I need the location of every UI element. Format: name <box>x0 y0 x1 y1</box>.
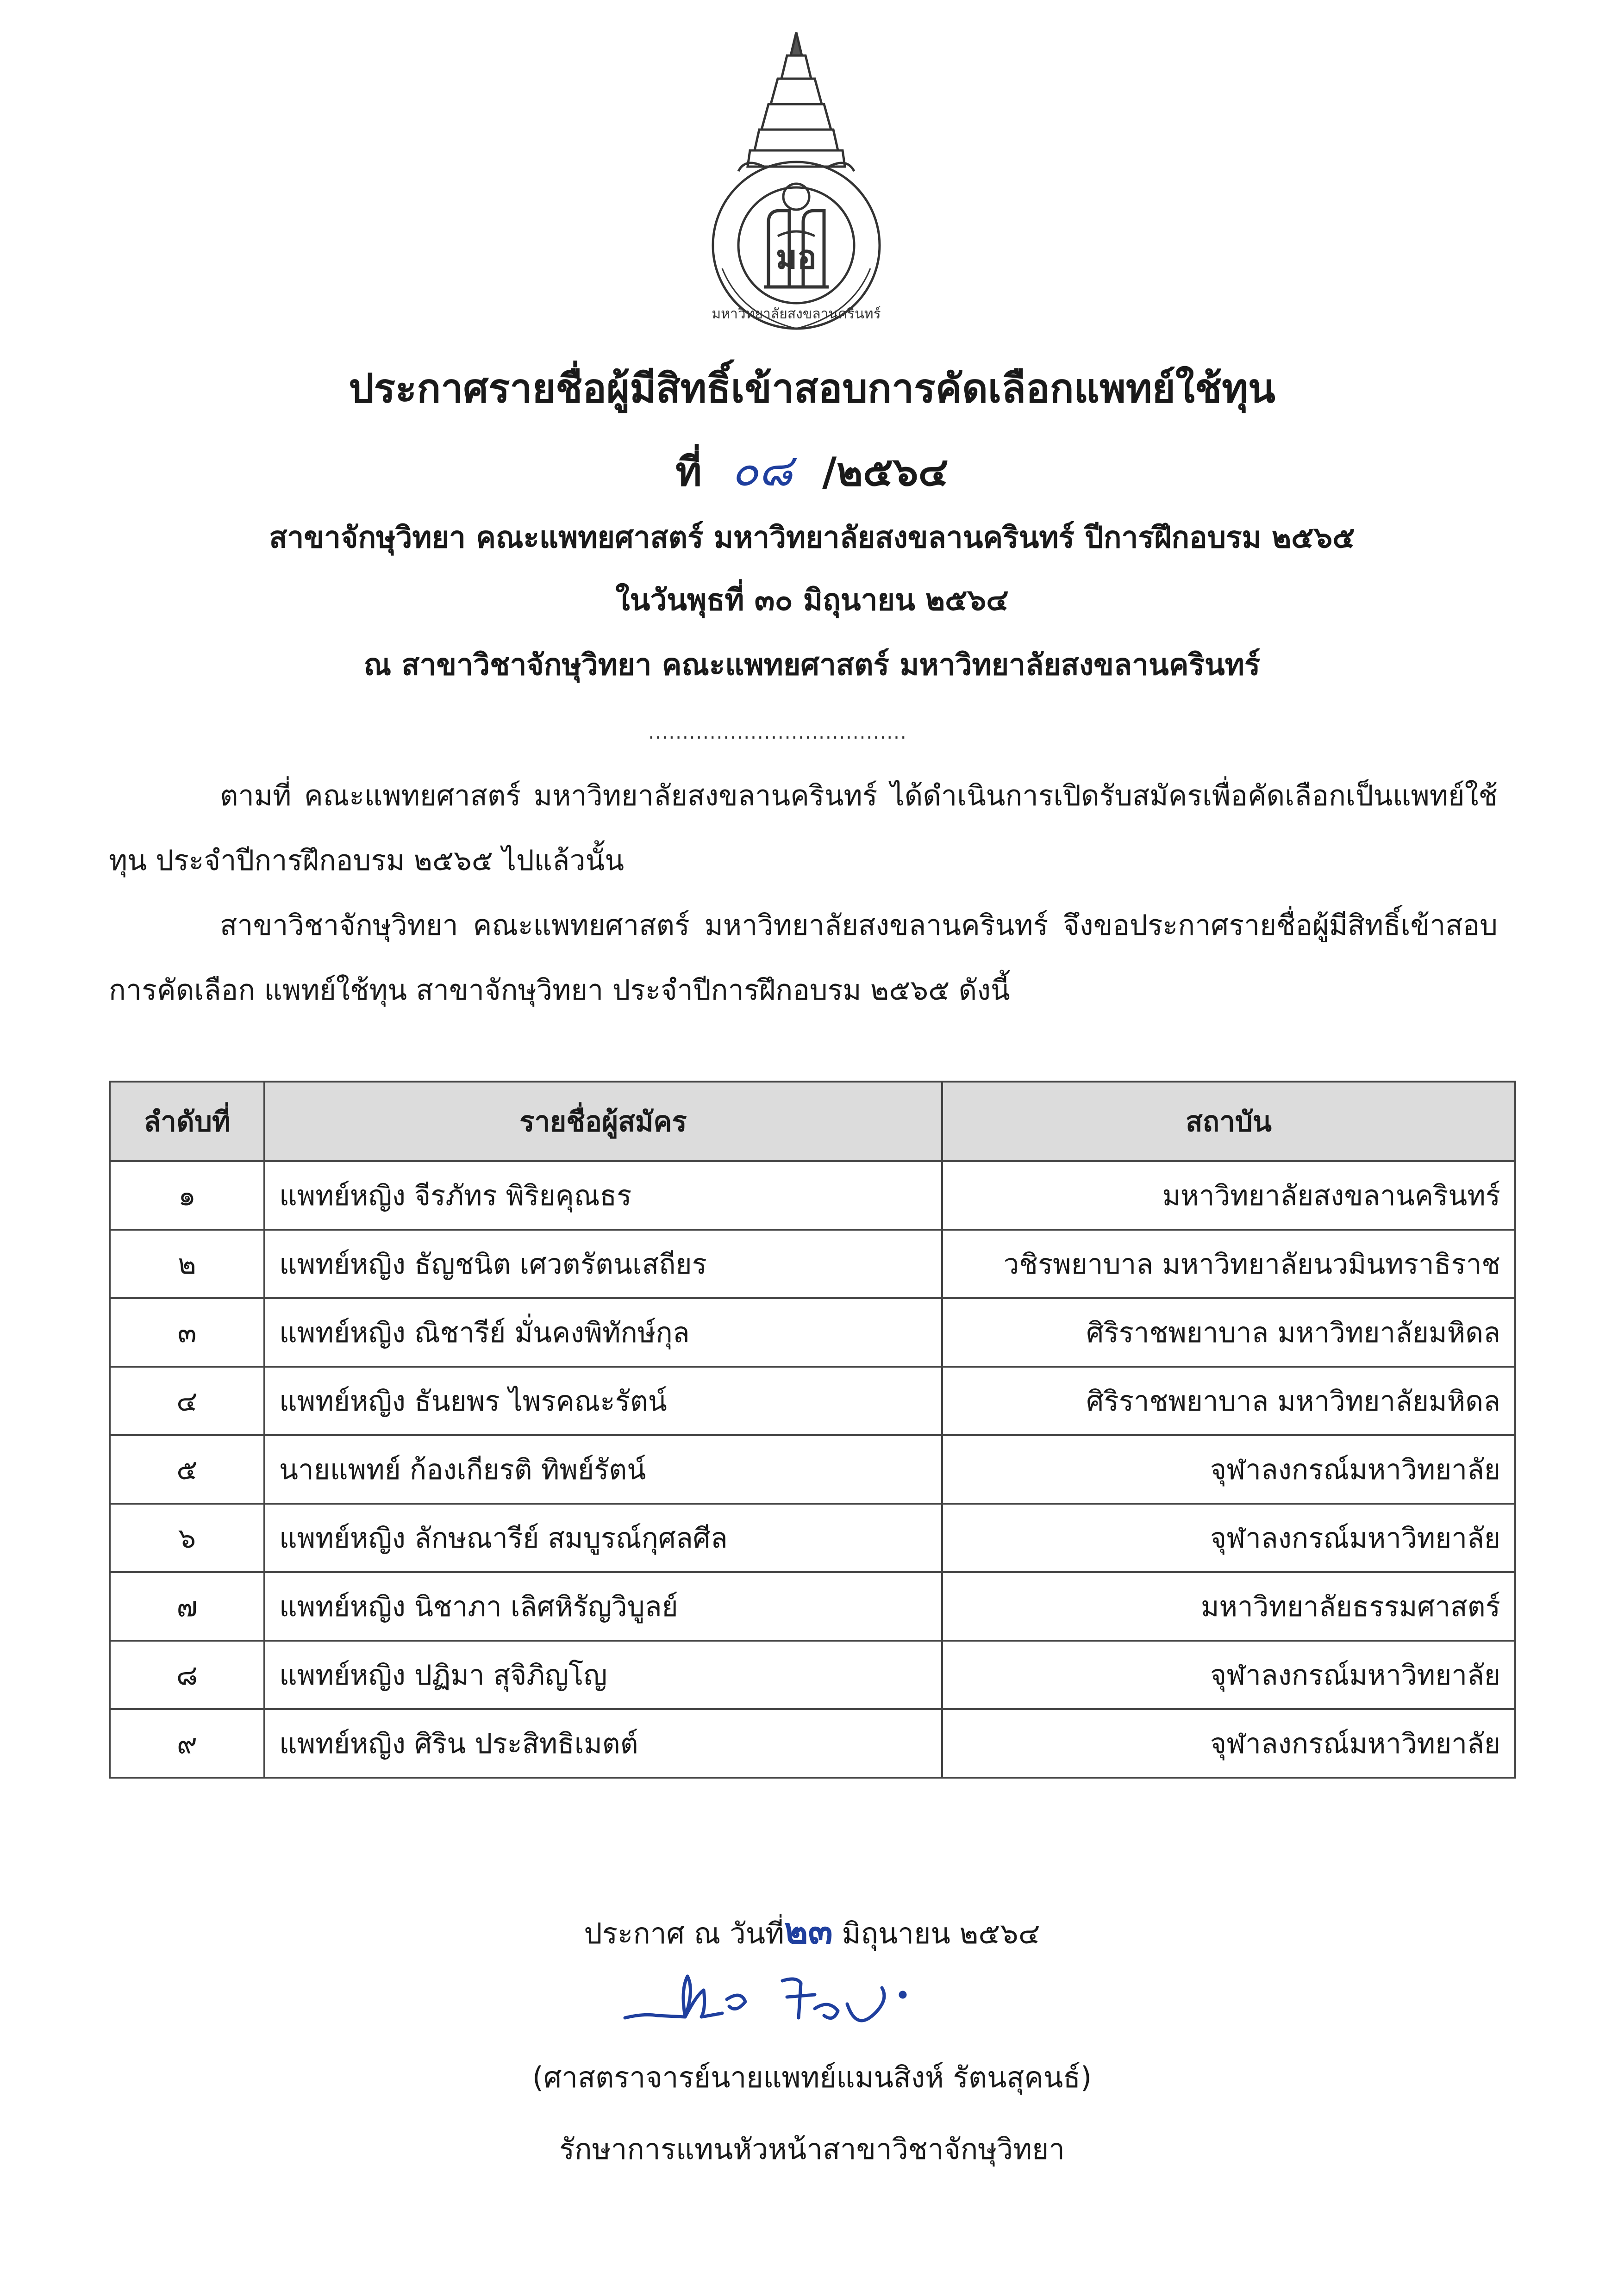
row-number: ๓ <box>110 1298 264 1367</box>
table-row <box>110 1641 1515 1709</box>
candidate-institution: จุฬาลงกรณ์มหาวิทยาลัย <box>942 1504 1515 1572</box>
subtitle-department: สาขาจักษุวิทยา คณะแพทยศาสตร์ มหาวิทยาลัยสงขลานครินทร์ ปีการฝึกอบรม ๒๕๖๕ <box>269 521 1355 555</box>
signer-name: (ศาสตราจารย์นายแพทย์แมนสิงห์ รัตนสุคนธ์) <box>532 2060 1092 2094</box>
subtitle-location: ณ สาขาวิชาจักษุวิทยา คณะแพทยศาสตร์ มหาวิทยาลัยสงขลานครินทร์ <box>363 648 1261 682</box>
header-institution: สถาบัน <box>942 1082 1515 1161</box>
number-prefix: ที่ <box>675 449 702 495</box>
candidate-institution: มหาวิทยาลัยสงขลานครินทร์ <box>942 1161 1515 1230</box>
announce-suffix: มิถุนายน ๒๕๖๔ <box>842 1916 1040 1950</box>
table-row <box>110 1435 1515 1504</box>
table-row <box>110 1367 1515 1435</box>
candidate-name: แพทย์หญิง ธันยพร ไพรคณะรัตน์ <box>264 1367 942 1435</box>
candidate-institution: จุฬาลงกรณ์มหาวิทยาลัย <box>942 1709 1515 1778</box>
announcement-date <box>0 1902 1624 1960</box>
document-number <box>0 435 1624 505</box>
candidate-name: แพทย์หญิง ณิชารีย์ มั่นคงพิทักษ์กุล <box>264 1298 942 1367</box>
body-paragraph-1 <box>109 764 1498 893</box>
paragraph-2-text: สาขาวิชาจักษุวิทยา คณะแพทยศาสตร์ มหาวิทยาลัยสงขลานครินทร์ จึงขอประกาศรายชื่อผู้มีสิทธิ์เข้าสอบการคัดเลือก แพทย์ใช้ทุน สาขาจักษุวิทยา ประจำปีการฝึกอบรม ๒๕๖๕ ดังนี้ <box>109 909 1498 1007</box>
candidate-institution: จุฬาลงกรณ์มหาวิทยาลัย <box>942 1435 1515 1504</box>
candidate-name: แพทย์หญิง ลักษณารีย์ สมบูรณ์กุศลศีล <box>264 1504 942 1572</box>
candidate-name: แพทย์หญิง นิชาภา เลิศหิรัญวิบูลย์ <box>264 1572 942 1641</box>
divider: ...................................... <box>648 722 907 743</box>
row-number: ๔ <box>110 1367 264 1435</box>
body-paragraph-2 <box>109 893 1498 1023</box>
document-title: ประกาศรายชื่อผู้มีสิทธิ์เข้าสอบการคัดเลือกแพทย์ใช้ทุน <box>349 366 1275 412</box>
table-header-row <box>110 1082 1515 1161</box>
svg-text:มหาวิทยาลัยสงขลานครินทร์: มหาวิทยาลัยสงขลานครินทร์ <box>712 306 881 322</box>
svg-text:มอ: มอ <box>775 238 817 276</box>
candidate-name: แพทย์หญิง ธัญชนิต เศวตรัตนเสถียร <box>264 1230 942 1298</box>
table-row <box>110 1230 1515 1298</box>
table-row <box>110 1161 1515 1230</box>
candidate-name: แพทย์หญิง ศิริน ประสิทธิเมตต์ <box>264 1709 942 1778</box>
candidate-name: แพทย์หญิง ปฏิมา สุจิภิญโญ <box>264 1641 942 1709</box>
candidate-institution: จุฬาลงกรณ์มหาวิทยาลัย <box>942 1641 1515 1709</box>
number-suffix: /๒๕๖๔ <box>822 449 949 495</box>
row-number: ๒ <box>110 1230 264 1298</box>
candidate-name: แพทย์หญิง จีรภัทร พิริยคุณธร <box>264 1161 942 1230</box>
signer-position: รักษาการแทนหัวหน้าสาขาวิชาจักษุวิทยา <box>559 2132 1065 2166</box>
announce-prefix: ประกาศ ณ วันที่ <box>584 1916 785 1950</box>
table-row <box>110 1572 1515 1641</box>
table-row <box>110 1298 1515 1367</box>
number-handwritten: ๐๘ <box>731 444 793 496</box>
row-number: ๗ <box>110 1572 264 1641</box>
row-number: ๕ <box>110 1435 264 1504</box>
header-order: ลำดับที่ <box>110 1082 264 1161</box>
signature-icon <box>616 1962 940 2041</box>
subtitle-date: ในวันพุธที่ ๓๐ มิถุนายน ๒๕๖๔ <box>615 583 1009 617</box>
row-number: ๙ <box>110 1709 264 1778</box>
announce-day-handwritten: ๒๓ <box>784 1910 833 1952</box>
table-row <box>110 1709 1515 1778</box>
table-row <box>110 1504 1515 1572</box>
paragraph-1-text: ตามที่ คณะแพทยศาสตร์ มหาวิทยาลัยสงขลานครินทร์ ได้ดำเนินการเปิดรับสมัครเพื่อคัดเลือกเป็นแพทย์ใช้ทุน ประจำปีการฝึกอบรม ๒๕๖๕ ไปแล้วนั้น <box>109 779 1498 877</box>
candidate-table <box>109 1081 1516 1779</box>
row-number: ๖ <box>110 1504 264 1572</box>
header-name: รายชื่อผู้สมัคร <box>264 1082 942 1161</box>
candidate-institution: ศิริราชพยาบาล มหาวิทยาลัยมหิดล <box>942 1367 1515 1435</box>
candidate-name: นายแพทย์ ก้องเกียรติ ทิพย์รัตน์ <box>264 1435 942 1504</box>
candidate-institution: วชิรพยาบาล มหาวิทยาลัยนวมินทราธิราช <box>942 1230 1515 1298</box>
university-seal-icon <box>694 28 898 333</box>
row-number: ๘ <box>110 1641 264 1709</box>
candidate-institution: ศิริราชพยาบาล มหาวิทยาลัยมหิดล <box>942 1298 1515 1367</box>
row-number: ๑ <box>110 1161 264 1230</box>
candidate-institution: มหาวิทยาลัยธรรมศาสตร์ <box>942 1572 1515 1641</box>
